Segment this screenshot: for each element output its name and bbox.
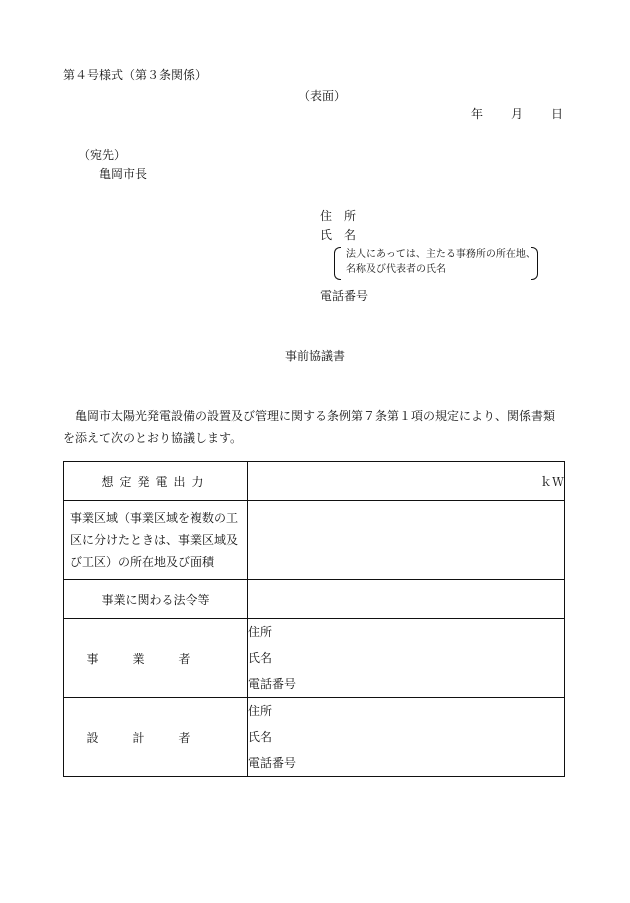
- designer-name-label: 氏名: [248, 730, 273, 744]
- corporate-note-line1: 法人にあっては、主たる事務所の所在地、: [346, 249, 536, 260]
- designer-address-label: 住所: [248, 704, 273, 718]
- business-label: 事業者: [64, 619, 248, 698]
- area-label-cell: [64, 501, 248, 580]
- date-line: [0, 105, 563, 122]
- table-row-output: [64, 462, 565, 501]
- addressee-label: （宛先）: [78, 148, 127, 162]
- business-name-label: 氏名: [248, 651, 273, 665]
- output-value-field[interactable]: [248, 462, 565, 501]
- law-value-field[interactable]: [248, 580, 565, 619]
- output-unit: ｋＷ: [539, 474, 564, 489]
- business-address-label: 住所: [248, 625, 273, 639]
- designer-phone-label: 電話番号: [248, 756, 297, 770]
- consultation-table: [63, 461, 565, 777]
- applicant-name-label: 氏 名: [320, 228, 357, 242]
- area-label: 事業区域（事業区域を複数の工区に分けたときは、事業区域及び工区）の所在地及び面積: [70, 511, 239, 569]
- corporate-note-line2: 名称及び代表者の氏名: [346, 264, 446, 275]
- applicant-address-label: 住 所: [320, 209, 357, 223]
- area-value-field[interactable]: [248, 501, 565, 580]
- table-row-law: [64, 580, 565, 619]
- designer-label: 設計者: [64, 698, 248, 777]
- table-row-area: [64, 501, 565, 580]
- bracket-left: [334, 247, 341, 280]
- date-month: 月: [510, 107, 523, 121]
- date-day: 日: [550, 107, 563, 121]
- addressee-name: 亀岡市長: [99, 167, 148, 181]
- law-label: 事業に関わる法令等: [64, 580, 248, 619]
- designer-value-field[interactable]: [248, 698, 565, 777]
- business-value-field[interactable]: [248, 619, 565, 698]
- table-row-business: [64, 619, 565, 698]
- body-text: 亀岡市太陽光発電設備の設置及び管理に関する条例第７条第１項の規定により、関係書類を添えて次のとおり協議します。: [63, 409, 556, 445]
- date-year: 年: [470, 107, 483, 121]
- applicant-phone-label: 電話番号: [320, 289, 369, 303]
- table-row-designer: [64, 698, 565, 777]
- output-label: 想定発電出力: [64, 462, 248, 501]
- side-label: （表面）: [298, 89, 347, 103]
- business-phone-label: 電話番号: [248, 677, 297, 691]
- corporate-note-text: [346, 247, 536, 277]
- document-title: 事前協議書: [284, 349, 345, 363]
- bracket-right: [531, 247, 538, 280]
- corporate-note: [334, 245, 538, 278]
- form-number: 第４号様式（第３条関係）: [63, 68, 208, 82]
